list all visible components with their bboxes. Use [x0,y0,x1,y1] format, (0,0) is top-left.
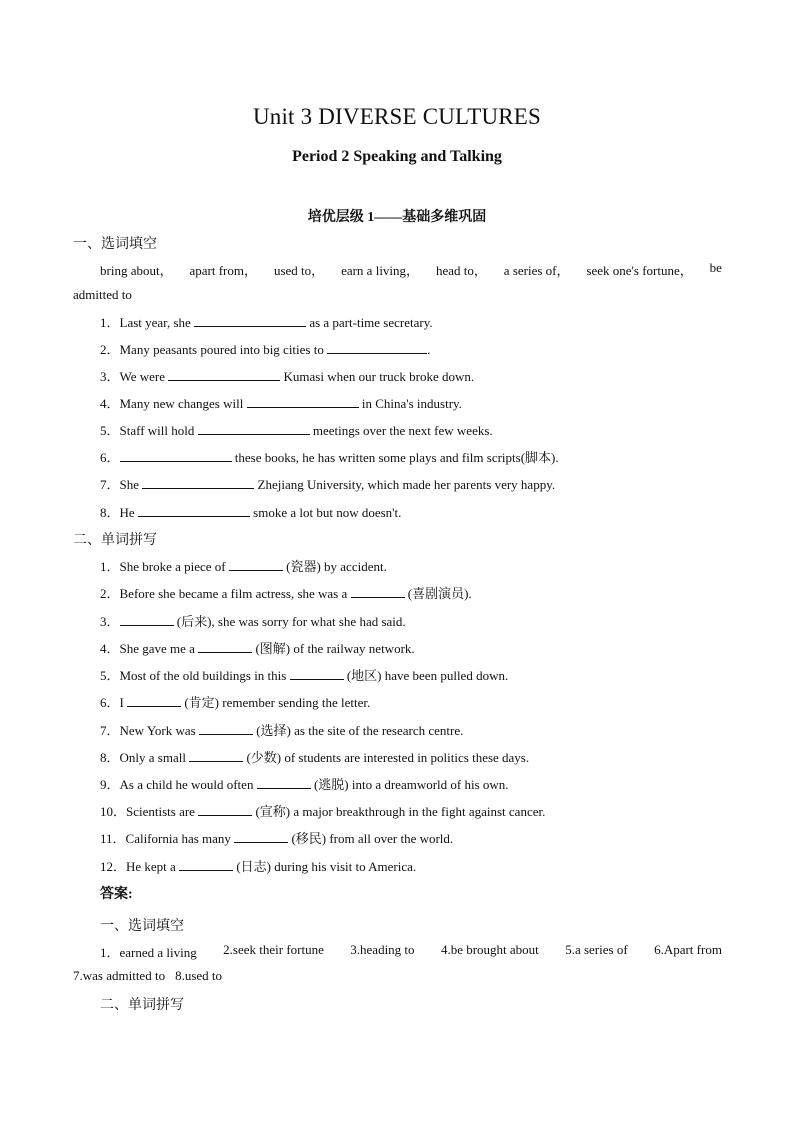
item-text: 8．Only a small [100,750,190,765]
exercise-item [100,420,493,439]
page-title: Unit 3 DIVERSE CULTURES [252,104,542,129]
exercise-item [100,312,433,331]
item-text: 4．Many new changes will [100,396,247,411]
item-text: 5．Staff will hold [100,423,198,438]
exercise-item [100,611,406,630]
exercise-item [100,339,430,358]
item-text: 12．He kept a [100,859,180,874]
word-bank-item: a series of， [503,263,570,278]
answer-item: 8.used to [175,968,223,983]
answer-blank[interactable] [229,558,283,571]
exercise-item [100,366,474,385]
item-text: (少数) of students are interested in politics these days. [243,750,530,765]
exercise-item [100,692,370,711]
item-text: 2．Many peasants poured into big cities to [100,342,328,357]
item-text: 5．Most of the old buildings in this [100,668,290,683]
answer-blank[interactable] [127,694,181,707]
answer-blank[interactable] [198,422,310,435]
item-text: 1．Last year, she [100,315,195,330]
answer-blank[interactable] [168,368,280,381]
item-text: (地区) have been pulled down. [343,668,509,683]
answer-blank[interactable] [199,722,253,735]
item-text: 9．As a child he would often [100,777,257,792]
exercise-item [100,583,472,602]
answer-item: 1．earned a living [100,945,197,960]
word-bank-item: head to， [435,263,487,278]
section2-heading: 二、单词拼写 [73,533,157,548]
exercise-item [100,556,387,575]
item-text: 3．We were [100,369,169,384]
answers-section2-heading: 二、单词拼写 [100,998,184,1013]
answers-row [73,968,222,984]
item-text: (喜剧演员). [404,586,472,601]
item-text: 1．She broke a piece of [100,559,229,574]
answer-blank[interactable] [198,803,252,816]
answer-blank[interactable] [120,613,174,626]
item-text: (肯定) remember sending the letter. [181,695,371,710]
item-text: (选择) as the site of the research centre. [252,723,464,738]
item-text: (移民) from all over the world. [288,831,454,846]
answers-row [100,942,722,961]
item-text: 6． [100,450,120,465]
answer-item: 6.Apart from [654,942,722,957]
answers-label: 答案: [100,887,133,902]
word-bank-item: apart from， [189,263,258,278]
item-text: in China's industry. [358,396,462,411]
exercise-item [100,665,508,684]
item-text: 3． [100,614,120,629]
item-text: meetings over the next few weeks. [309,423,493,438]
answers-section1-heading: 一、选词填空 [100,919,184,934]
item-text: 7．She [100,477,143,492]
exercise-item [100,638,415,657]
item-text: (日志) during his visit to America. [233,859,417,874]
section1-heading: 一、选词填空 [73,237,157,252]
word-bank [100,260,722,279]
item-text: Zhejiang University, which made her parents very happy. [254,477,556,492]
item-text: smoke a lot but now doesn't. [249,505,402,520]
answer-blank[interactable] [247,395,359,408]
item-text: 6．I [100,695,128,710]
item-text: (图解) of the railway network. [252,641,415,656]
item-text: (逃脱) into a dreamworld of his own. [310,777,509,792]
answer-blank[interactable] [351,585,405,598]
answer-blank[interactable] [189,749,243,762]
answer-blank[interactable] [194,314,306,327]
answer-blank[interactable] [327,341,427,354]
word-bank-item: used to， [273,263,325,278]
exercise-item [100,393,462,412]
exercise-item [100,801,545,820]
item-text: 10．Scientists are [100,804,199,819]
answer-blank[interactable] [179,858,233,871]
exercise-item [100,474,555,493]
level-heading: 培优层级 1——基础多维巩固 [307,210,487,225]
answer-item: 3.heading to [350,942,415,957]
item-text: as a part-time secretary. [306,315,433,330]
item-text: 2．Before she became a film actress, she was a [100,586,351,601]
answer-blank[interactable] [234,830,288,843]
item-text: (瓷器) by accident. [282,559,387,574]
item-text: these books, he has written some plays and film scripts(脚本). [231,450,559,465]
word-bank-item: be [709,260,722,275]
answer-blank[interactable] [290,667,344,680]
word-bank-item: earn a living， [341,263,420,278]
answer-item: 4.be brought about [440,942,539,957]
item-text: 7．New York was [100,723,199,738]
item-text: (宣称) a major breakthrough in the fight against cancer. [252,804,546,819]
exercise-item [100,447,559,466]
answer-blank[interactable] [257,776,311,789]
word-bank-item: seek one's fortune， [586,263,693,278]
exercise-item [100,502,401,521]
exercise-item [100,828,453,847]
exercise-item [100,747,529,766]
item-text: 4．She gave me a [100,641,199,656]
exercise-item [100,856,416,875]
exercise-item [100,720,463,739]
answer-blank[interactable] [120,449,232,462]
answer-blank[interactable] [142,476,254,489]
answer-item: 5.a series of [565,942,628,957]
answer-item: 2.seek their fortune [223,942,324,957]
item-text: 8．He [100,505,138,520]
item-text: 11．California has many [100,831,235,846]
answer-item: 7.was admitted to [73,968,166,983]
exercise-item [100,774,509,793]
answer-blank[interactable] [198,640,252,653]
word-bank-continued: admitted to [73,287,132,302]
word-bank-item: bring about， [100,263,173,278]
item-text: . [427,342,431,357]
item-text: Kumasi when our truck broke down. [280,369,475,384]
answer-blank[interactable] [138,504,250,517]
item-text: (后来), she was sorry for what she had said. [173,614,406,629]
page-subtitle: Period 2 Speaking and Talking [292,148,502,165]
